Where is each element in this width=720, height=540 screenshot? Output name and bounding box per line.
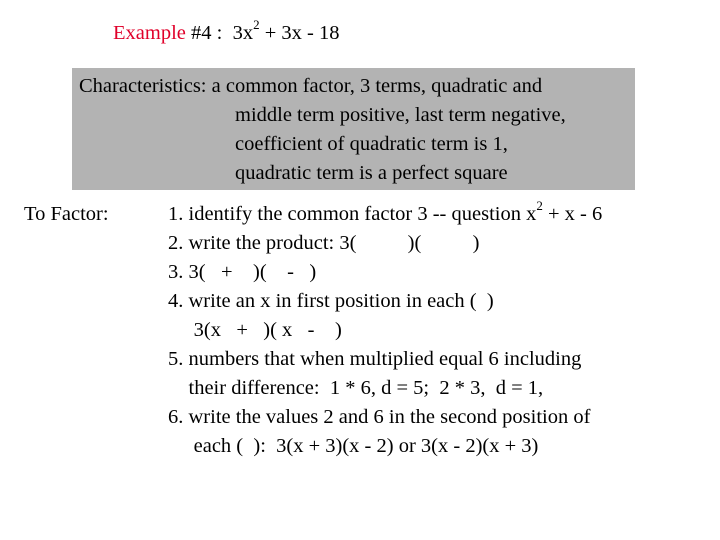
step-3: 3. 3( + )( - ) [168, 261, 317, 283]
characteristic-line-2: middle term positive, last term negative, [235, 104, 566, 126]
example-title [113, 19, 339, 48]
step-2: 2. write the product: 3( )( ) [168, 232, 480, 254]
characteristic-line-4: quadratic term is a perfect square [235, 162, 508, 184]
title-exponent: 2 [253, 17, 260, 33]
characteristic-line-3: coefficient of quadratic term is 1, [235, 133, 508, 155]
step-1-text: 1. identify the common factor 3 -- question x [168, 203, 537, 225]
to-factor-label: To Factor: [24, 203, 109, 225]
example-number: #4 : 3x [185, 22, 254, 44]
step-1 [168, 200, 602, 229]
characteristics-label-text: Characteristics: [79, 75, 212, 97]
characteristic-line-1: a common factor, 3 terms, quadratic and [211, 75, 543, 97]
step-4-detail: 3(x + )( x - ) [168, 319, 342, 341]
title-rest: + 3x - 18 [259, 22, 340, 44]
characteristics-label [79, 72, 542, 101]
step-5: 5. numbers that when multiplied equal 6 including [168, 348, 582, 370]
step-1-exponent: 2 [536, 198, 543, 214]
step-6-detail: each ( ): 3(x + 3)(x - 2) or 3(x - 2)(x + 3) [168, 435, 539, 457]
step-4: 4. write an x in first position in each ( ) [168, 290, 494, 312]
step-5-detail: their difference: 1 * 6, d = 5; 2 * 3, d = 1, [168, 377, 544, 399]
example-label: Example [113, 22, 186, 44]
step-1-rest: + x - 6 [542, 203, 603, 225]
step-6: 6. write the values 2 and 6 in the second position of [168, 406, 591, 428]
